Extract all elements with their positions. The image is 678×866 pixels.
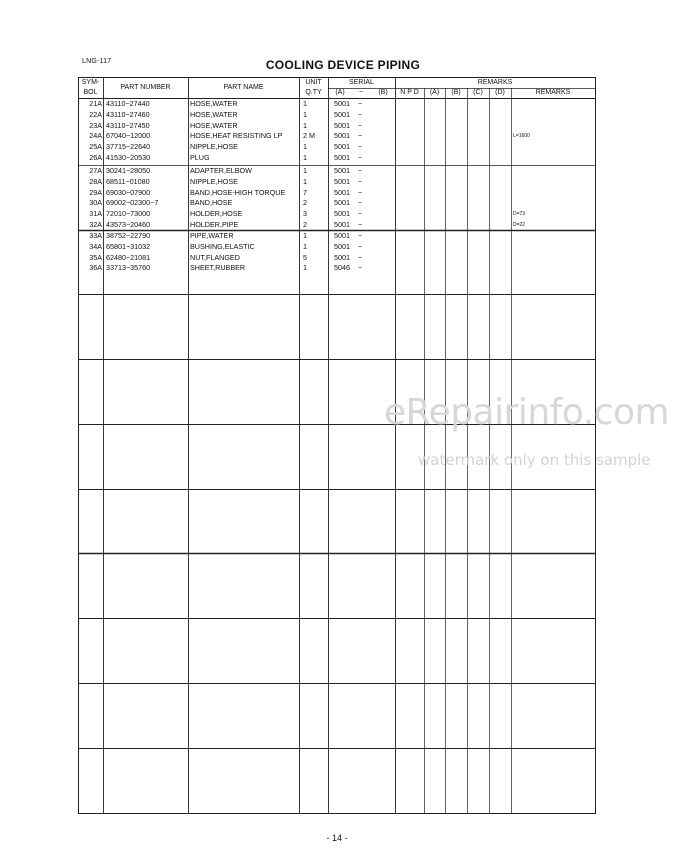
row-part-number: 72010−73000	[106, 209, 151, 219]
row-serial-from: 5001	[334, 99, 350, 108]
header-npd: N P D	[400, 89, 419, 96]
document-code: LNG-117	[82, 58, 112, 65]
row-part-name: HOLDER,HOSE	[190, 209, 243, 219]
row-serial-dash: ~	[358, 220, 363, 229]
row-unit-qty: 3	[303, 209, 307, 219]
row-unit-qty: 1	[303, 176, 307, 186]
row-symbol: 30A	[89, 198, 102, 208]
row-symbol: 33A	[89, 231, 102, 240]
row-part-name: ADAPTER,ELBOW	[190, 166, 252, 175]
row-part-number: 68511−01080	[106, 176, 150, 186]
row-serial-dash: ~	[358, 252, 363, 262]
header-rem-remarks: REMARKS	[535, 89, 571, 96]
header-unit-qty	[299, 78, 328, 98]
row-serial-dash: ~	[358, 231, 363, 240]
header-serial: SERIAL	[349, 79, 374, 86]
row-unit-qty: 2 M	[303, 131, 315, 141]
row-unit-qty: 7	[303, 187, 307, 197]
row-symbol: 29A	[89, 187, 102, 197]
row-remark: D=22	[513, 222, 526, 228]
header-rem-c: (C)	[473, 89, 483, 96]
row-part-number: 43110−27460	[106, 109, 150, 119]
row-symbol: 28A	[89, 176, 102, 186]
row-serial-from: 5001	[334, 176, 350, 186]
row-serial-from: 5001	[334, 120, 350, 130]
row-symbol: 25A	[89, 142, 102, 152]
row-symbol: 21A	[89, 99, 102, 108]
row-part-name: HOSE,HEAT RESISTING LP	[190, 131, 283, 141]
row-serial-from: 5001	[334, 220, 350, 229]
row-unit-qty: 1	[303, 142, 307, 152]
row-serial-dash: ~	[358, 131, 363, 141]
header-serial-dash: ~	[358, 89, 364, 96]
row-symbol: 27A	[89, 166, 102, 175]
row-serial-from: 5001	[334, 198, 350, 208]
row-unit-qty: 1	[303, 109, 307, 119]
row-serial-from: 5001	[334, 187, 350, 197]
row-serial-dash: ~	[358, 209, 363, 219]
row-unit-qty: 1	[303, 263, 307, 273]
header-unit-line2: Q.TY	[305, 89, 322, 96]
row-remark: L=1600	[513, 133, 530, 140]
header-part-number: PART NUMBER	[120, 84, 171, 91]
row-part-number: 69030−07900	[106, 187, 151, 197]
row-serial-from: 5001	[334, 153, 350, 162]
row-serial-dash: ~	[358, 198, 363, 208]
row-symbol: 32A	[89, 220, 102, 229]
row-serial-dash: ~	[358, 241, 363, 251]
row-part-number: 43110−27440	[106, 99, 150, 108]
row-serial-from: 5046	[334, 263, 350, 273]
row-part-name: BAND,HOSE-HIGH TORQUE	[190, 187, 286, 197]
header-rem-d: (D)	[495, 89, 505, 96]
row-serial-dash: ~	[358, 109, 363, 119]
page-title: COOLING DEVICE PIPING	[265, 58, 421, 72]
header-symbol-line1: SYM-	[81, 79, 100, 86]
row-serial-from: 5001	[334, 142, 350, 152]
row-serial-from: 5001	[334, 166, 350, 175]
header-remarks: REMARKS	[477, 79, 513, 86]
row-part-number: 69002−02300−7	[106, 198, 159, 208]
row-part-number: 30241−28050	[106, 166, 151, 175]
row-part-name: PIPE,WATER	[190, 231, 234, 240]
row-part-number: 37715−22640	[106, 142, 151, 152]
row-serial-dash: ~	[358, 120, 363, 130]
header-rem-b: (B)	[451, 89, 461, 96]
row-symbol: 26A	[89, 153, 102, 162]
row-part-number: 43110−27450	[106, 120, 150, 130]
header-serial-a: (A)	[335, 89, 345, 96]
row-part-name: BUSHING,ELASTIC	[190, 241, 255, 251]
row-part-number: 67040−12000	[106, 131, 151, 141]
header-symbol	[78, 78, 103, 98]
row-symbol: 31A	[89, 209, 102, 219]
row-serial-dash: ~	[358, 176, 363, 186]
row-serial-from: 5001	[334, 231, 350, 240]
row-unit-qty: 2	[303, 198, 307, 208]
row-unit-qty: 1	[303, 120, 307, 130]
row-serial-dash: ~	[358, 166, 363, 175]
row-unit-qty: 2	[303, 220, 307, 229]
row-unit-qty: 1	[303, 241, 307, 251]
row-part-number: 65801−31032	[106, 241, 151, 251]
header-part-name: PART NAME	[223, 84, 264, 91]
row-part-name: HOSE,WATER	[190, 109, 238, 119]
row-serial-from: 5001	[334, 252, 350, 262]
row-remark: D=73	[513, 211, 526, 218]
row-part-number: 62480−21081	[106, 252, 151, 262]
row-unit-qty: 1	[303, 153, 307, 162]
watermark-text: eRepairinfo.com	[384, 392, 670, 433]
row-part-name: NUT,FLANGED	[190, 252, 240, 262]
row-part-name: HOSE,WATER	[190, 120, 238, 130]
row-part-number: 41530−20530	[106, 153, 151, 162]
row-part-name: NIPPLE,HOSE	[190, 142, 238, 152]
header-symbol-line2: BOL	[83, 89, 98, 96]
row-serial-dash: ~	[358, 142, 363, 152]
row-part-name: HOSE,WATER	[190, 99, 238, 108]
row-part-name: NIPPLE,HOSE	[190, 176, 238, 186]
row-symbol: 36A	[89, 263, 102, 273]
header-rem-a: (A)	[429, 89, 440, 96]
row-symbol: 24A	[89, 131, 102, 141]
row-symbol: 34A	[89, 241, 102, 251]
row-serial-dash: ~	[358, 99, 363, 108]
watermark-subtext: watermark only on this sample	[418, 451, 651, 469]
row-part-name: HOLDER,PIPE	[190, 220, 239, 229]
row-part-number: 38752−22790	[106, 231, 151, 240]
row-part-number: 43573−20460	[106, 220, 151, 229]
row-serial-from: 5001	[334, 109, 350, 119]
row-serial-dash: ~	[358, 187, 363, 197]
row-unit-qty: 1	[303, 99, 307, 108]
row-part-number: 33713−35760	[106, 263, 151, 273]
row-part-name: SHEET,RUBBER	[190, 263, 246, 273]
row-symbol: 35A	[89, 252, 102, 262]
row-unit-qty: 5	[303, 252, 307, 262]
row-part-name: PLUG	[190, 153, 210, 162]
row-serial-dash: ~	[358, 263, 363, 273]
row-serial-from: 5001	[334, 131, 350, 141]
header-serial-b: (B)	[378, 89, 388, 96]
row-unit-qty: 1	[303, 166, 307, 175]
row-serial-from: 5001	[334, 209, 350, 219]
row-part-name: BAND,HOSE	[190, 198, 233, 208]
page-number: - 14 -	[326, 833, 348, 843]
row-symbol: 22A	[89, 109, 102, 119]
row-unit-qty: 1	[303, 231, 307, 240]
row-serial-dash: ~	[358, 153, 363, 162]
header-unit-line1: UNIT	[305, 79, 322, 86]
row-symbol: 23A	[89, 120, 102, 130]
row-serial-from: 5001	[334, 241, 350, 251]
